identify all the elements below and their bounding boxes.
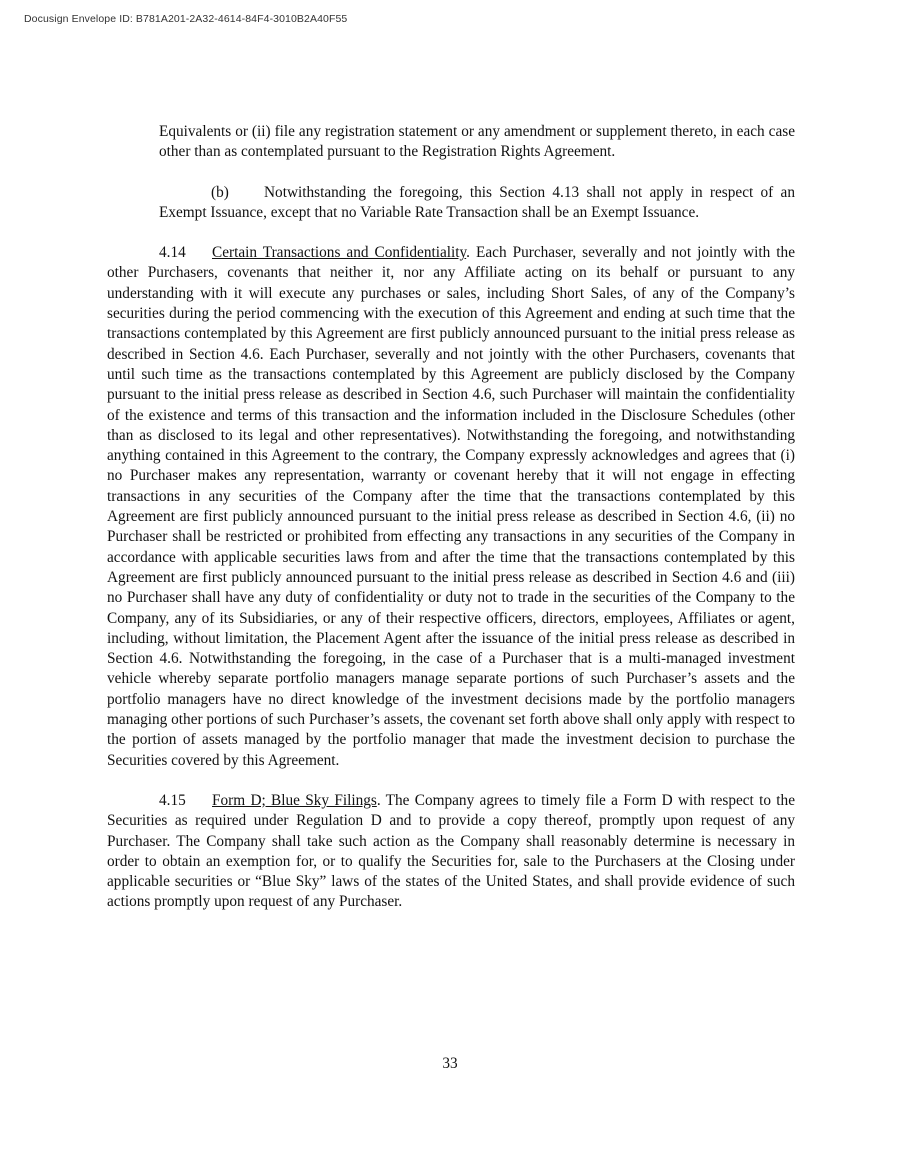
continuation-paragraph: Equivalents or (ii) file any registration statement or any amendment or supplement thereto, in each case other than as contemplated pursuant to the Registration Rights Agreement.	[159, 123, 795, 161]
section-4-15-text: . The Company agrees to timely file a Form D with respect to the Securities as required under Regulation D and to provide a copy thereof, promptly upon request of any Purchaser. The Company shall take such action as the Company shall reasonably determine is necessary in order to obtain an exemption for, or to qualify the Securities for, sale to the Purchasers at the Closing under applicable securities or “Blue Sky” laws of the states of the United States, and shall provide evidence of such actions promptly upon request of any Purchaser.	[107, 791, 795, 911]
section-4-14-heading: Certain Transactions and Confidentiality	[212, 244, 467, 262]
section-4-15-heading: Form D; Blue Sky Filings	[212, 791, 377, 809]
subsection-b-text: Notwithstanding the foregoing, this Section 4.13 shall not apply in respect of an Exempt Issuance, except that no Variable Rate Transaction shall be an Exempt Issuance.	[159, 183, 795, 221]
page-number: 33	[442, 1055, 458, 1072]
section-4-15-number: 4.15	[159, 791, 186, 809]
docusign-envelope-id: Docusign Envelope ID: B781A201-2A32-4614-84F4-3010B2A40F55	[24, 13, 348, 25]
subsection-b-label: (b)	[211, 183, 229, 201]
section-4-14-number: 4.14	[159, 244, 186, 262]
subsection-b	[107, 183, 795, 224]
section-4-14	[107, 243, 795, 771]
section-4-14-text: . Each Purchaser, severally and not jointly with the other Purchasers, covenants that neither it, nor any Affiliate acting on its behalf or pursuant to any understanding with it will execute any purchases or sales, including Short Sales, of any of the Company’s securities during the period commencing with the execution of this Agreement and ending at such time that the transactions contemplated by this Agreement are first publicly announced pursuant to the initial press release as described in Section 4.6. Each Purchaser, severally and not jointly with the other Purchasers, covenants that until such time as the transactions contemplated by this Agreement are publicly disclosed by the Company pursuant to the initial press release as described in Section 4.6, such Purchaser will maintain the confidentiality of the existence and terms of this transaction and the information included in the Disclosure Schedules (other than as disclosed to its legal and other representatives). Notwithstanding the foregoing, and notwithstanding anything contained in this Agreement to the contrary, the Company expressly acknowledges and agrees that (i) no Purchaser makes any representation, warranty or covenant hereby that it will not engage in effecting transactions in any securities of the Company after the time that the transactions contemplated by this Agreement are first publicly announced pursuant to the initial press release as described in Section 4.6, (ii) no Purchaser shall be restricted or prohibited from effecting any transactions in any securities of the Company in accordance with applicable securities laws from and after the time that the transactions contemplated by this Agreement are first publicly announced pursuant to the initial press release as described in Section 4.6 and (iii) no Purchaser shall have any duty of confidentiality or duty not to trade in the securities of the Company to the Company, any of its Subsidiaries, or any of their respective officers, directors, employees, Affiliates or agent, including, without limitation, the Placement Agent after the issuance of the initial press release as described in Section 4.6. Notwithstanding the foregoing, in the case of a Purchaser that is a multi-managed investment vehicle whereby separate portfolio managers manage separate portions of such Purchaser’s assets and the portfolio managers have no direct knowledge of the investment decisions made by the portfolio managers managing other portions of such Purchaser’s assets, the covenant set forth above shall only apply with respect to the portion of assets managed by the portfolio manager that made the investment decision to purchase the Securities covered by this Agreement.	[107, 244, 795, 769]
section-4-15	[107, 791, 795, 913]
document-body	[107, 122, 795, 913]
